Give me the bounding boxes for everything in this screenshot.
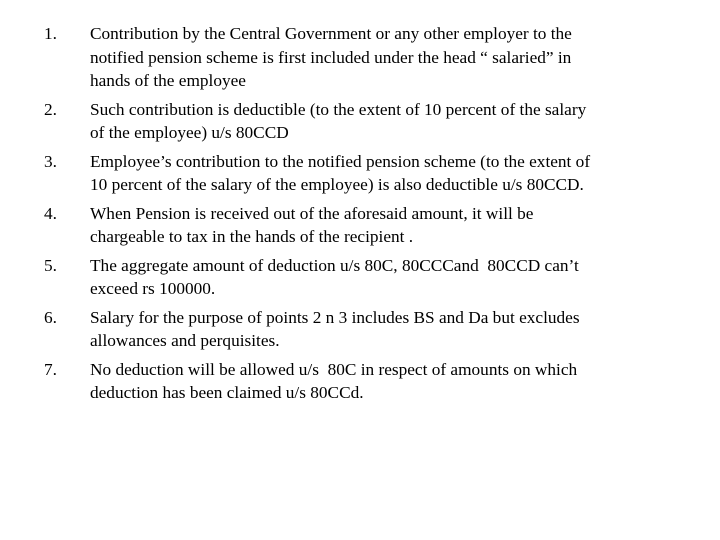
list-item-number: 5. [44, 255, 57, 275]
list-item-7 [44, 358, 684, 405]
list-item-number: 3. [44, 151, 57, 171]
list-item-text: When Pension is received out of the aforesaid amount, it will be chargeable to tax in the hands of the recipient . [90, 203, 534, 246]
list-item-5 [44, 254, 684, 301]
list-item-text: Such contribution is deductible (to the extent of 10 percent of the salary of the employee) u/s 80CCD [90, 99, 587, 142]
list-item-number: 7. [44, 359, 57, 379]
list-item-2 [44, 98, 684, 145]
list-item-text: Salary for the purpose of points 2 n 3 includes BS and Da but excludes allowances and perquisites. [90, 307, 580, 350]
numbered-list [44, 22, 684, 410]
list-item-number: 1. [44, 24, 57, 43]
list-item-3 [44, 150, 684, 197]
list-item-text: No deduction will be allowed u/s 80C in respect of amounts on which deduction has been claimed u/s 80CCd. [90, 359, 578, 402]
list-item-number: 4. [44, 203, 57, 223]
list-item-text: The aggregate amount of deduction u/s 80C, 80CCCand 80CCD can’t exceed rs 100000. [90, 255, 579, 298]
list-item-4 [44, 202, 684, 249]
list-item-number: 6. [44, 307, 57, 327]
list-item-6 [44, 306, 684, 353]
list-item-number: 2. [44, 99, 57, 119]
list-item-text: Employee’s contribution to the notified pension scheme (to the extent of 10 percent of the salary of the employee) is also deductible u/s 80CCD. [90, 151, 591, 194]
list-item-1 [44, 22, 684, 93]
list-item-text: Contribution by the Central Government or any other employer to the notified pension scheme is first included under the head “ salaried” in hands of the employee [90, 24, 572, 90]
